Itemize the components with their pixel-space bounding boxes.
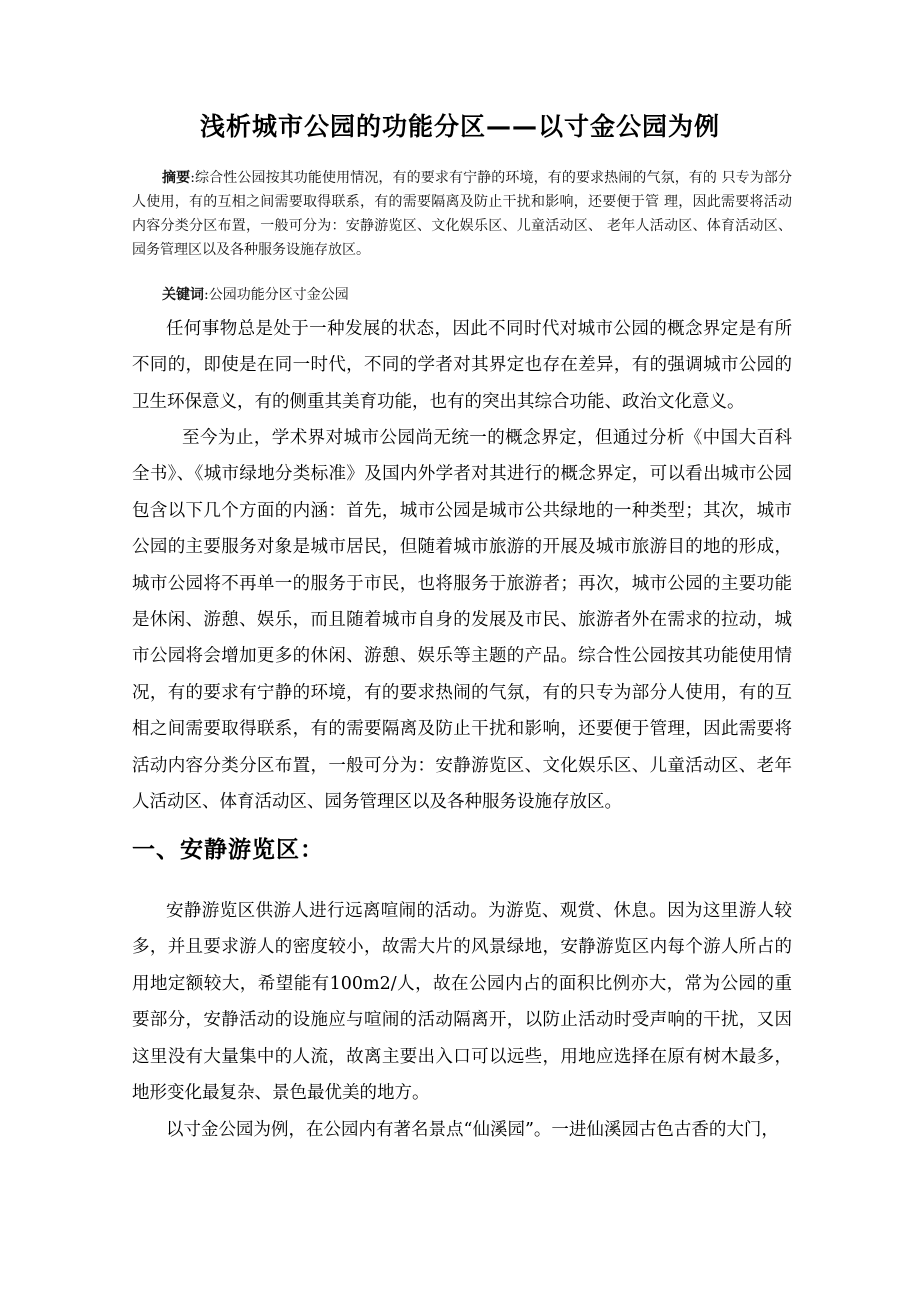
section-heading-1: 一、安静游览区： (132, 837, 324, 863)
paragraph-4: 以寸金公园为例，在公园内有著名景点“仙溪园”。一进仙溪园古色古香的大门， (166, 1120, 779, 1140)
keywords-label: 关键词 (162, 287, 204, 303)
paragraph-1: 任何事物总是处于一种发展的状态，因此不同时代对城市公园的概念界定是有所不同的，即使是在同一时代，不同的学者对其界定也存在差异，有的强调城市公园的卫生环保意义，有的侧重其美育功能，也有的突出其综合功能、政治文化意义。 (132, 319, 792, 412)
keywords (162, 284, 762, 306)
abstract-text: :综合性公园按其功能使用情况，有的要求有宁静的环境，有的要求热闹的气氛，有的 只专为部分人使用，有的互相之间需要取得联系，有的需要隔离及防止干扰和影响，还要便于管 理，因此需要将活动内容分类分区布置，一般可分为：安静游览区、文化娱乐区、儿童活动区、 老年人活动区、体育活动区、园务管理区以及各种服务设施存放区。 (132, 170, 792, 258)
abstract-label: 摘要 (162, 170, 191, 186)
abstract (132, 166, 792, 262)
paragraph-3: 安静游览区供游人进行远离喧闹的活动。为游览、观赏、休息。因为这里游人较多，并且要求游人的密度较小，故需大片的风景绿地，安静游览区内每个游人所占的用地定额较大，希望能有100m2/人，故在公园内占的面积比例亦大，常为公园的重要部分，安静活动的设施应与喧闹的活动隔离开，以防止活动时受声响的干扰，又因这里没有大量集中的人流，故离主要出入口可以远些，用地应选择在原有树木最多，地形变化最复杂、景色最优美的地方。 (132, 901, 792, 1104)
document-title: 浅析城市公园的功能分区——以寸金公园为例 (199, 112, 720, 141)
paragraph-2: 至今为止，学术界对城市公园尚无统一的概念界定，但通过分析《中国大百科全书》、《城市绿地分类标准》及国内外学者对其进行的概念界定，可以看出城市公园 包含以下几个方面的内涵：首先，城市公园是城市公共绿地的一种类型；其次，城市 公园的主要服务对象是城市居民，但随着城市旅游的开展及城市旅游目的地的形成， 城市公园将不再单一的服务于市民，也将服务于旅游者；再次，城市公园的主要功能 是休闲、游憩、娱乐，而且随着城市自身的发展及市民、旅游者外在需求的拉动，城 市公园将会增加更多的休闲、游憩、娱乐等主题的产品。综合性公园按其功能使用情 况，有的要求有宁静的环境，有的要求热闹的气氛，有的只专为部分人使用，有的互 相之间需要取得联系，有的需要隔离及防止干扰和影响，还要便于管理，因此需要将 活动内容分类分区布置，一般可分为：安静游览区、文化娱乐区、儿童活动区、老年 人活动区、体育活动区、园务管理区以及各种服务设施存放区。 (132, 428, 792, 813)
keywords-text: :公园功能分区寸金公园 (204, 287, 349, 303)
